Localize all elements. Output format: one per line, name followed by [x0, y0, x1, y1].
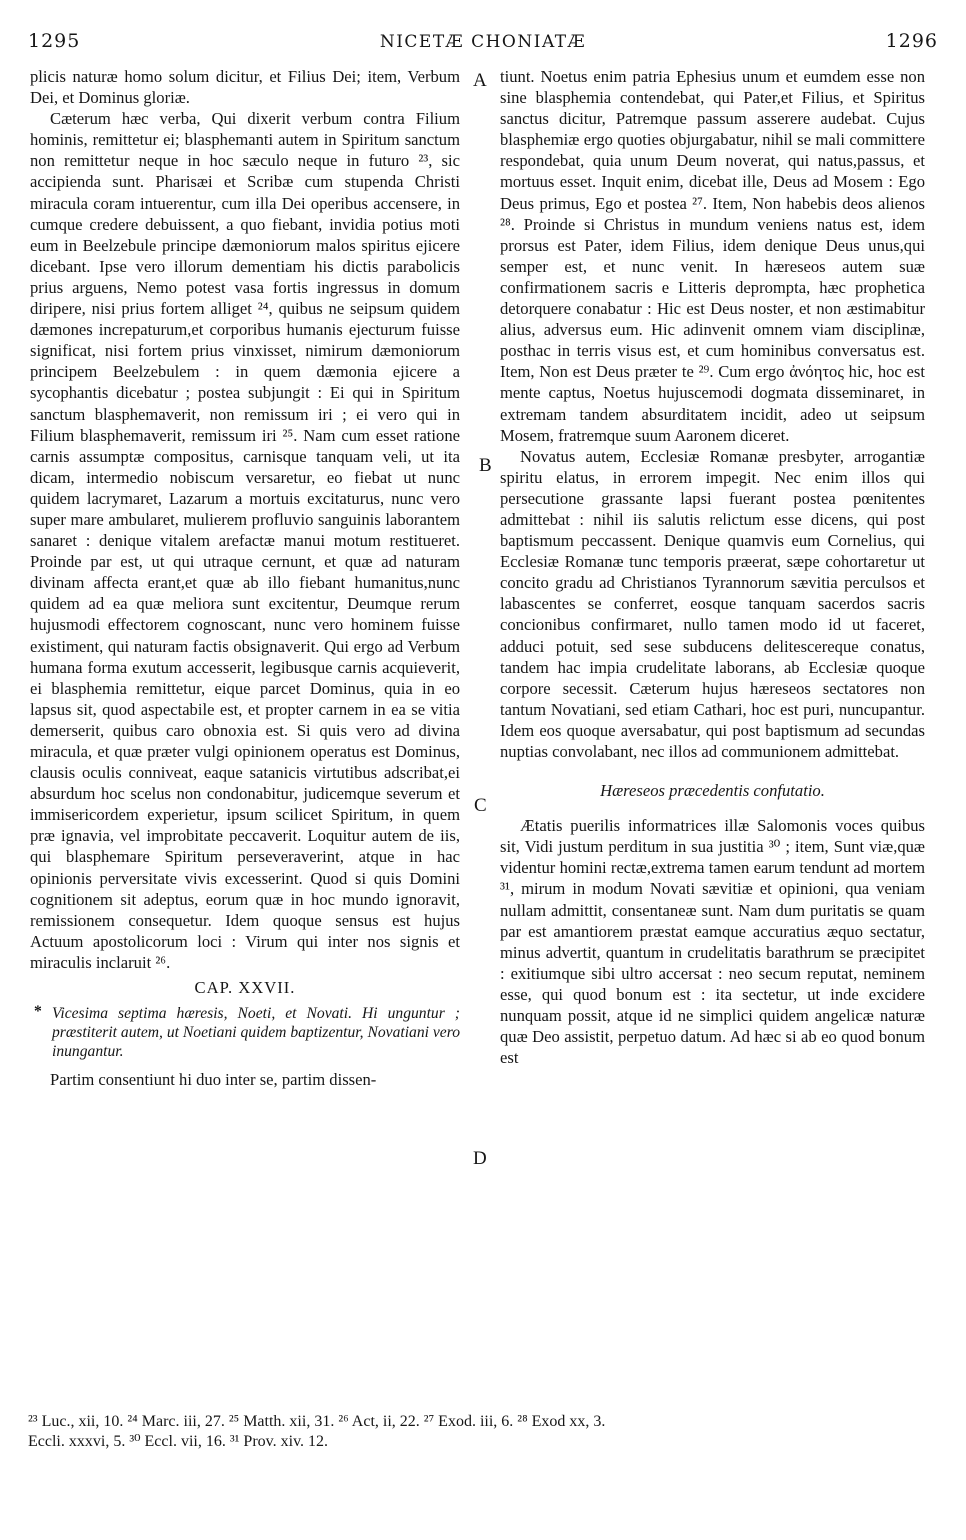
section-marker-c: C [474, 795, 487, 816]
section-heading: Hæreseos præcedentis confutatio. [600, 781, 825, 801]
page-number-left: 1295 [28, 30, 81, 52]
left-paragraph-3: Partim consentiunt hi duo inter se, partim dissen- [50, 1070, 377, 1090]
chapter-summary [34, 1003, 460, 1061]
left-paragraph-1: plicis naturæ homo solum dicitur, et Filius Dei; item, Verbum Dei, et Dominus gloriæ. [30, 67, 460, 108]
section-marker-b: B [479, 455, 492, 476]
asterisk-icon: * [34, 1003, 42, 1021]
right-paragraph-1: tiunt. Noetus enim patria Ephesius unum et eumdem esse non sine blasphemia contendebat, qui Pater,et Filius, et Spiritus sanctus dicitur, Patremque passum asserere audebat. Cujus blasphemiæ ergo quoties objurgabatur, nihil se mali committere respondebat, quia unum Deum noverat, qui natus,passus, et mortuus esset. Inquit enim, dicebat ille, Deus ad Mosem : Ego Deus primus, Ego et postea ²⁷. Item, Non habebis deos alienos ²⁸. Proinde si Christus in mundum veniens natus est, idem prorsus est Pater, idem Filius, idem denique Deus unus,qui semper est, et nunc venit. In hæreseos autem suæ confirmationem sacris e Litteris deprompta, hæc prophetica detorquere conabatur : Hic est Deus noster, et non æstimabitur alius, adversus eum. Hic adinvenit omnem viam disciplinæ, posthac in terris visus est, et cum hominibus conversatus est. Item, Non est Deus præter te ²⁹. Cum ergo ἀνόητος hic, hoc est mente captus, Noetus hujuscemodi dogmata disseminaret, in extremam tandem absurditatem incidit, adeo ut seipsum Mosem, fratremque suum Aaronem diceret. [500, 67, 925, 445]
footnote-line-2: Eccli. xxxvi, 5. ³⁰ Eccl. vii, 16. ³¹ Prov. xiv. 12. [28, 1433, 329, 1450]
running-title: NICETÆ CHONIATÆ [379, 32, 587, 52]
chapter-heading: CAP. XXVII. [194, 978, 296, 998]
page-header [28, 30, 938, 70]
footnotes [28, 1412, 938, 1452]
section-marker-d: D [473, 1148, 487, 1169]
left-column [30, 66, 460, 1090]
right-column [500, 66, 925, 1068]
chapter-summary-text: Vicesima septima hæresis, Noeti, et Novati. Hi unguntur ; præstiterit autem, ut Noetiani quidem baptizentur, Novatiani vero inungantur. [52, 1005, 460, 1061]
left-paragraph-2: Cæterum hæc verba, Qui dixerit verbum contra Filium hominis, remittetur ei; blasphemanti autem in Spiritum sanctum non remittetur neque in hoc sæculo neque in futuro ²³, sic accipienda sunt. Pharisæi et Scribæ cum stupenda Christi miracula coram intuerentur, cum illa Dei operibus accensere, in cumque credere debuissent, a quo fiebant, invidia potius moti eum in Beelzebule principe dæmoniorum malos spiritus ejicere dicebant. Ipse vero illorum dementiam his dictis parabolicis prius arguens, Nemo potest vasa fortis ingressus in domum diripere, nisi prius fortem alliget ²⁴, quibus ne seipsum quidem dæmones increpaturum,et corporibus humanis ejecturum fuisse significat, nisi fortem prius vinxisset, nimirum dæmoniorum principem Beelzebulem : in quem dæmonia ejicere a sycophantis dicebatur ; postea subjungit : Ei qui in Spiritum sanctum blasphemaverit, non remissum iri ; ei vero qui in Filium blasphemaverit, remissum iri ²⁵. Nam cum esset ratione carnis assumptæ compositus, carnisque tanquam veli, ut ita dicam, intermedio nobiscum versaretur, eo fiebat ut nunc quidem lacrymaret, Lazarum a mortuis excitaturus, nunc vero super mare ambularet, mulierem profluvio sanguinis laborantem sanaret : denique vitalem arefactæ manui motum restitueret. Proinde par est, ut qui utraque cernunt, et quæ ad naturam divinam affecta erant,et quæ ab illo fiebant humanitus,nunc quidem ad ea quæ meliora sunt excitentur, Deumque rerum hujusmodi effectorem cognoscant, nunc vero hominem fuisse existiment, qui naturam factis obsignaverit. Qui ergo ad Verbum humana forma exutum accesserit, legibusque carnis acquieverit, ei blasphemia remittetur, eique parcet Dominus, quia in eo lapsus sit, quod aspectabile est, et propter carnem in ea se vitia demerserit, quibus caro obnoxia est. Si quis vero ad divina miracula, et quæ præter vulgi opinionem operatus est Dominus, clausis oculis conniveat, eaque satanicis virtutibus adscribat,ei absurdum hoc scelus non condonabitur, judicemque severum et immisericordem experietur, ipsum scilicet Spiritum, in quem præ ignavia, vel improbitate peccaverit. Loquitur autem de iis, qui blasphemare Spiritum perseveraverint, atque in hac opinionis perversitate vivis excesserint. Quod si quis Domini cognitionem sit adeptus, eorum quæ in hoc mundo ignoravit, remissionem consequetur. Idem quoque sensus est hujus Actuum apostolicorum loci : Virum qui inter nos signis et miraculis inclaruit ²⁶. [30, 109, 460, 972]
right-paragraph-2: Novatus autem, Ecclesiæ Romanæ presbyter, arrogantiæ spiritu elatus, in errorem impegit. Nec enim illos qui persecutione grassante lapsi fuerant postea pœnitentes admittebat : nihil iis salutis relictum esse dicens, qui post baptismum peccassent. Denique quamvis eum Cornelius, qui Ecclesiæ Romanæ tunc temporis præerat, sæpe cohortaretur ut concito gradu ad Christianos Tyrannorum sævitia perculsos et labascentes se conferret, eosque tanquam sacerdos sacris concionibus confirmaret, nullo tamen modo id ut faceret, adduci potuit, sed sese subducens delitescereque conatus, tandem hac impia crudelitate laborans, ab Ecclesiæ quoque corpore secessit. Cæterum hujus hæreseos sectatores non tantum Novatiani, sed etiam Cathari, hoc est puri, nuncupantur. Idem eos quoque aversabatur, qui post baptismum ad secundas nuptias convolabant, nec illos ad communionem admittebat. [500, 446, 925, 761]
footnote-line-1: ²³ Luc., xii, 10. ²⁴ Marc. iii, 27. ²⁵ Matth. xii, 31. ²⁶ Act, ii, 22. ²⁷ Exod. iii, 6. ²⁸ Exod xx, 3. [28, 1413, 606, 1430]
right-paragraph-3: Ætatis puerilis informatrices illæ Salomonis voces quibus sit, Vidi justum perditum in sua justitia ³⁰ ; item, Sunt viæ,quæ videntur homini rectæ,extrema tamen earum tendunt ad mortem ³¹, mirum in modum Novati sævitiæ et opinioni, qua veniam nullam admittit, consentaneæ sunt. Nam dum puritatis se quam par est amantiorem præstat eamque accuratius æquo sectatur, minus advertit, quantum in crudelitatis barathrum se præcipitet : exitiumque sibi ultro accersat : neo secum reputat, neminem esse, qui quod bonum est : ita sectetur, ut inde excidere nunquam possit, atque id ne simplici quidem angelicæ naturæ quæ Deo assistit, perpetuo datum. Ad hæc si ab eo quod bonum est [500, 816, 925, 1068]
section-marker-a: A [473, 70, 487, 91]
page-number-right: 1296 [885, 30, 938, 52]
